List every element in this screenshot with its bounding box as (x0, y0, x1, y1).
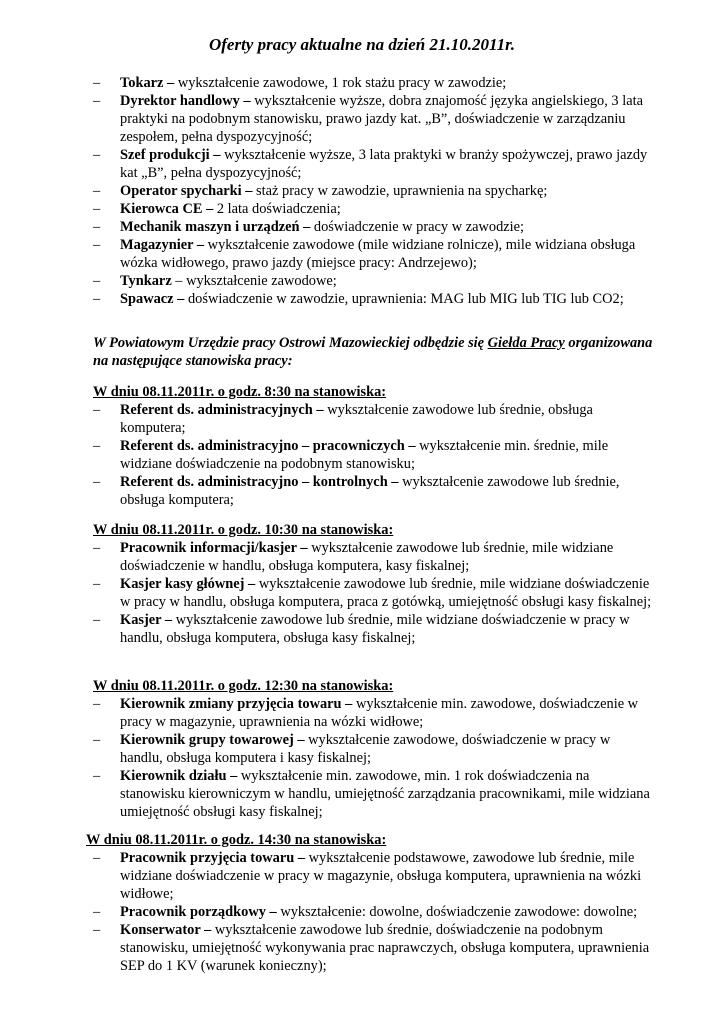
job-title: Tynkarz (120, 273, 172, 289)
job-requirements: wykształcenie zawodowe lub średnie, obsługa komputera; (120, 474, 620, 508)
job-requirements: 2 lata doświadczenia; (216, 201, 341, 217)
job-requirements: wykształcenie zawodowe; (186, 273, 337, 289)
job-requirements: wykształcenie min. zawodowe, doświadczenie w pracy w magazynie, uprawnienia na wózki widłowe; (120, 696, 639, 730)
job-requirements: wykształcenie zawodowe, 1 rok stażu pracy w zawodzie; (177, 75, 507, 91)
session-heading: W dniu 08.11.2011r. o godz. 14:30 na stanowiska: (86, 832, 387, 848)
job-requirements: wykształcenie: dowolne, doświadczenie zawodowe: dowolne; (280, 904, 638, 920)
intro-text-end: organizowana na następujące stanowiska pracy: (93, 335, 653, 369)
list-item (93, 539, 653, 575)
job-requirements: wykształcenie min. średnie, mile widziane doświadczenie na podobnym stanowisku; (120, 438, 609, 472)
job-requirements: wykształcenie min. zawodowe, min. 1 rok doświadczenia na stanowisku kierowniczym w handlu, umiejętność zarządzania pracownikami, mile widziana umiejętność obsługi kasy fiskalnej; (120, 768, 650, 820)
list-item (93, 695, 653, 731)
job-title: Dyrektor handlowy (120, 93, 240, 109)
job-title: Pracownik informacji/kasjer (120, 540, 297, 556)
job-title: Spawacz (120, 291, 174, 307)
separator: – (209, 147, 225, 163)
separator: – (294, 850, 309, 866)
session-list (93, 849, 653, 975)
separator: – (171, 273, 187, 289)
separator: – (161, 612, 176, 628)
list-item (93, 236, 653, 272)
list-item (93, 272, 653, 290)
list-item (93, 437, 653, 473)
separator: – (163, 75, 178, 91)
separator: – (202, 201, 217, 217)
job-title: Pracownik przyjęcia towaru (120, 850, 295, 866)
list-item (93, 473, 653, 509)
separator: – (341, 696, 356, 712)
list-item (93, 218, 653, 236)
job-requirements: wykształcenie zawodowe lub średnie, mile widziane doświadczenie w pracy w handlu, obsługa komputera, obsługa kasy fiskalnej; (120, 612, 630, 646)
job-title: Szef produkcji (120, 147, 210, 163)
separator: – (193, 237, 208, 253)
separator: – (312, 402, 328, 418)
list-item (93, 401, 653, 437)
job-requirements: wykształcenie zawodowe, doświadczenie w pracy w handlu, obsługa komputera i kasy fiskalnej; (120, 732, 611, 766)
separator: – (387, 474, 403, 490)
list-item (93, 611, 653, 647)
job-requirements: wykształcenie zawodowe lub średnie, mile widziane doświadczenie w pracy w handlu, obsługa komputera, praca z gotówką, umiejętność obsługi kasy fiskalnej; (120, 576, 652, 610)
list-item (93, 74, 653, 92)
separator: – (226, 768, 241, 784)
job-requirements: wykształcenie zawodowe (mile widziane rolnicze), mile widziana obsługa wózka widłowego, prawo jazdy (miejsce pracy: Andrzejewo); (120, 237, 636, 271)
list-item (93, 767, 653, 821)
list-item (93, 849, 653, 903)
job-requirements: wykształcenie zawodowe lub średnie, mile widziane doświadczenie w handlu, obsługa komputera, kasy fiskalnej; (120, 540, 614, 574)
session-heading: W dniu 08.11.2011r. o godz. 10:30 na stanowiska: (93, 522, 394, 538)
separator: – (239, 93, 255, 109)
job-requirements: wykształcenie podstawowe, zawodowe lub średnie, mile widziane doświadczenie w pracy w magazynie, obsługa komputera, uprawnienia na wózki widłowe; (120, 850, 642, 902)
job-title: Referent ds. administracyjno – pracowniczych (120, 438, 405, 454)
job-fair-name: Giełda Pracy (487, 335, 565, 351)
list-item (93, 290, 653, 308)
job-requirements: wykształcenie wyższe, dobra znajomość języka angielskiego, 3 lata praktyki na podobnym stanowisku, prawo jazdy kat. „B”, doświadczenie w zarządzaniu zespołem, pełna dyspozycyjność; (120, 93, 643, 145)
session-heading: W dniu 08.11.2011r. o godz. 8:30 na stanowiska: (93, 384, 387, 400)
job-title: Kierowca CE (120, 201, 203, 217)
separator: – (244, 576, 259, 592)
job-fair-intro (93, 334, 653, 370)
list-item (93, 921, 653, 975)
session-list (93, 695, 653, 821)
list-item (93, 92, 653, 146)
job-requirements: wykształcenie wyższe, 3 lata praktyki w branży spożywczej, prawo jazdy kat „B”, pełna dyspozycyjność; (120, 147, 648, 181)
list-item (93, 182, 653, 200)
job-title: Referent ds. administracyjnych (120, 402, 313, 418)
list-item (93, 575, 653, 611)
job-title: Konserwator (120, 922, 201, 938)
list-item (93, 731, 653, 767)
list-item (93, 903, 653, 921)
job-requirements: doświadczenie w pracy w zawodzie; (313, 219, 525, 235)
session-list (93, 539, 653, 647)
job-title: Pracownik porządkowy (120, 904, 266, 920)
job-title: Magazynier (120, 237, 194, 253)
job-title: Tokarz (120, 75, 164, 91)
list-item (93, 200, 653, 218)
job-requirements: wykształcenie zawodowe lub średnie, obsługa komputera; (120, 402, 593, 436)
job-title: Mechanik maszyn i urządzeń (120, 219, 300, 235)
job-requirements: doświadczenie w zawodzie, uprawnienia: MAG lub MIG lub TIG lub CO2; (187, 291, 624, 307)
intro-text: W Powiatowym Urzędzie pracy Ostrowi Mazowieckiej odbędzie się (93, 335, 488, 351)
separator: – (296, 540, 312, 556)
job-requirements: wykształcenie zawodowe lub średnie, doświadczenie na podobnym stanowisku, umiejętność wykonywania prac naprawczych, obsługa komputera, uprawnienia SEP do 1 KV (warunek konieczny); (120, 922, 650, 974)
job-title: Kierownik zmiany przyjęcia towaru (120, 696, 342, 712)
list-item (93, 146, 653, 182)
separator: – (404, 438, 420, 454)
separator: – (173, 291, 188, 307)
job-title: Kierownik działu (120, 768, 227, 784)
separator: – (299, 219, 314, 235)
session-heading: W dniu 08.11.2011r. o godz. 12:30 na stanowiska: (93, 678, 394, 694)
job-offers-list (93, 74, 653, 308)
job-title: Kierownik grupy towarowej (120, 732, 294, 748)
job-title: Operator spycharki (120, 183, 242, 199)
separator: – (265, 904, 281, 920)
session-list (93, 401, 653, 509)
page-title: Oferty pracy aktualne na dzień 21.10.2011r. (208, 35, 515, 54)
separator: – (293, 732, 309, 748)
job-title: Referent ds. administracyjno – kontrolnych (120, 474, 388, 490)
job-requirements: staż pracy w zawodzie, uprawnienia na spycharkę; (256, 183, 548, 199)
job-title: Kasjer kasy głównej (120, 576, 245, 592)
separator: – (241, 183, 257, 199)
separator: – (200, 922, 215, 938)
job-title: Kasjer (120, 612, 162, 628)
